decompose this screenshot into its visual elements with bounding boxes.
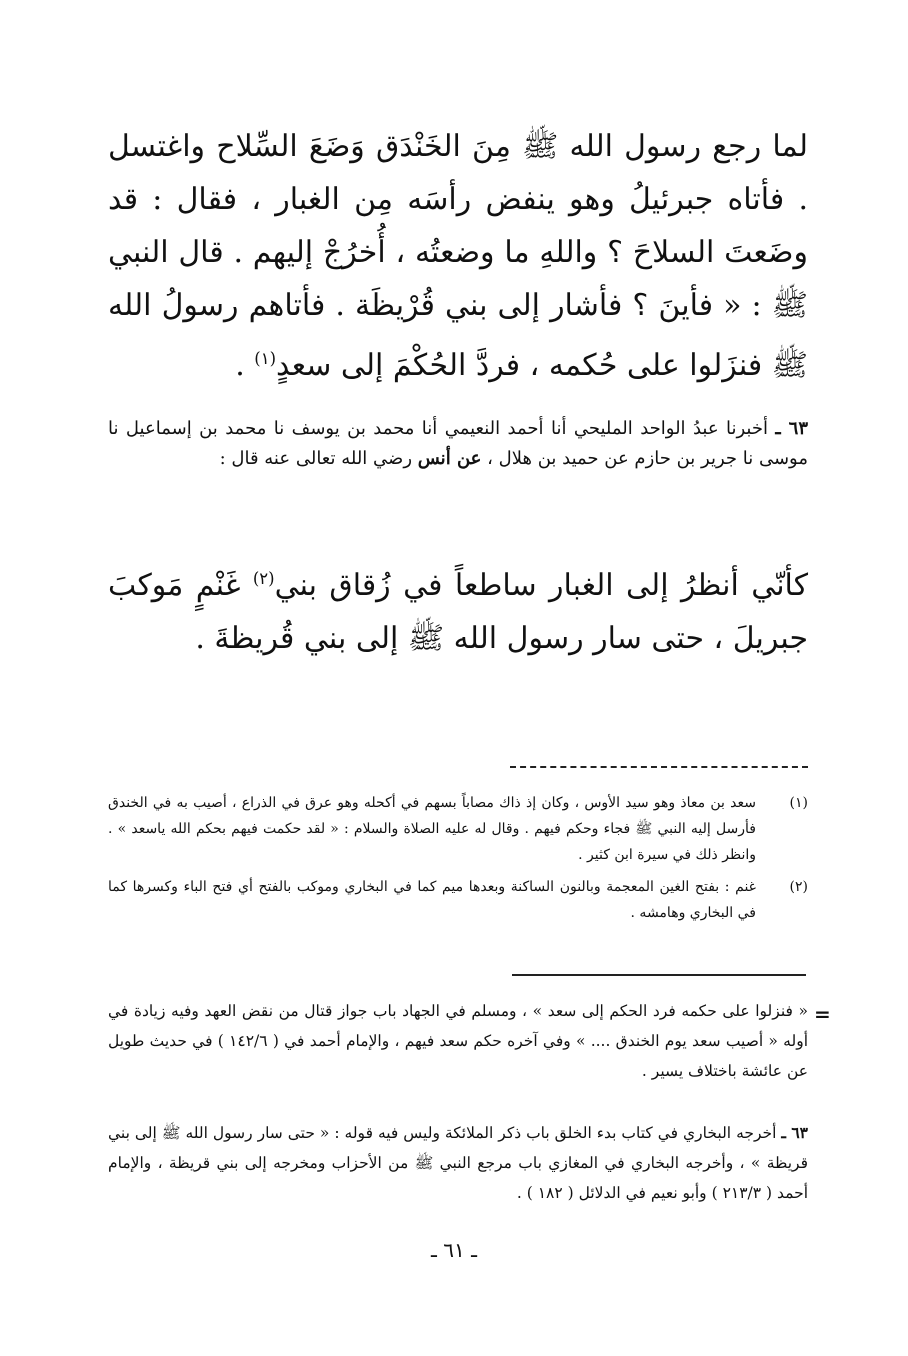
footnote-2-text: غنم : بفتح الغين المعجمة وبالنون الساكنة وبعدها ميم كما في البخاري وموكب بالفتح أي فتح الباء وكسرها كما في البخاري وهامشه . (108, 879, 756, 921)
footnote-2-mark: (٢) (789, 879, 808, 895)
chain-narrator: عن أنس (417, 448, 482, 469)
hadith-62-text (108, 120, 808, 392)
hadith-63-body-b: غَنْمٍ مَوكبَ جبريلَ ، حتى سار رسول الله ﷺ إلى بني قُريظةَ . (108, 568, 808, 656)
hadith-63-chain (108, 414, 808, 474)
page-number: ـ ٦١ ـ (431, 1238, 477, 1262)
hadith-62-end: . (235, 348, 255, 383)
chain-part-b: رضي الله تعالى عنه قال : (219, 448, 418, 469)
footnote-ref-1[interactable]: (١) (254, 349, 277, 368)
footnote-1-mark: (١) (789, 795, 808, 811)
continuation-mark: = (814, 1002, 831, 1026)
hadith-62-body: لما رجع رسول الله ﷺ مِنَ الخَنْدَق وَضَعَ السِّلاح واغتسل . فأتاه جبرئيلُ وهو ينفض رأسَه مِن الغبار ، فقال : قد وضَعتَ السلاحَ ؟ واللهِ ما وضعتُه ، أُخرُجْ إليهم . قال النبي ﷺ : « فأينَ ؟ فأشار إلى بني قُرْيظَة . فأتاهم رسولُ الله ﷺ فنزَلوا على حُكمه ، فردَّ الحُكْمَ إلى سعدٍ (108, 129, 808, 383)
footnote-separator (510, 766, 808, 768)
reference-continued: « فنزلوا على حكمه فرد الحكم إلى سعد » ، ومسلم في الجهاد باب جواز قتال من نقض العهد وفيه زيادة في أوله « أصيب سعد يوم الخندق .... » وفي آخره حكم سعد فيهم ، والإمام أحمد في ( ١٤٢/٦ ) في حديث طويل عن عائشة باختلاف يسير . (108, 1002, 808, 1080)
reference-63-text: أخرجه البخاري في كتاب بدء الخلق باب ذكر الملائكة وليس فيه قوله : « حتى سار رسول الله ﷺ إلى بني قريظة » ، وأخرجه البخاري في المغازي باب مرجع النبي ﷺ من الأحزاب ومخرجه إلى بني قريظة ، والإمام أحمد ( ٢١٣/٣ ) وأبو نعيم في الدلائل ( ١٨٢ ) . (108, 1124, 808, 1202)
chain-part-a: أخبرنا عبدُ الواحد المليحي أنا أحمد النعيمي أنا محمد بن يوسف نا محمد بن إسماعيل نا موسى نا جرير بن حازم عن حميد بن هلال ، (108, 418, 808, 469)
footnote-ref-2[interactable]: (٢) (252, 569, 275, 588)
footnotes (108, 790, 808, 926)
hadith-63-body-a: كأنّي أنظرُ إلى الغبار ساطعاً في زُقاق بني (274, 568, 808, 603)
hadith-63-text (108, 552, 808, 665)
footnote-1-text: سعد بن معاذ وهو سيد الأوس ، وكان إذ ذاك مصاباً بسهم في أكحله وهو عرق في الذراع ، أصيب به في الخندق فأرسل إليه النبي ﷺ فجاء وحكم فيهم . وقال له عليه الصلاة والسلام : « لقد حكمت فيهم بحكم الله ياسعد » . وانظر ذلك في سيرة ابن كثير . (108, 795, 756, 863)
reference-63 (108, 1118, 808, 1208)
footnote-2 (108, 874, 808, 926)
reference-63-number: ٦٣ ـ (781, 1123, 809, 1142)
footnote-1 (108, 790, 808, 868)
hadith-63-number: ٦٣ ـ (775, 418, 809, 439)
reference-separator (512, 974, 806, 976)
